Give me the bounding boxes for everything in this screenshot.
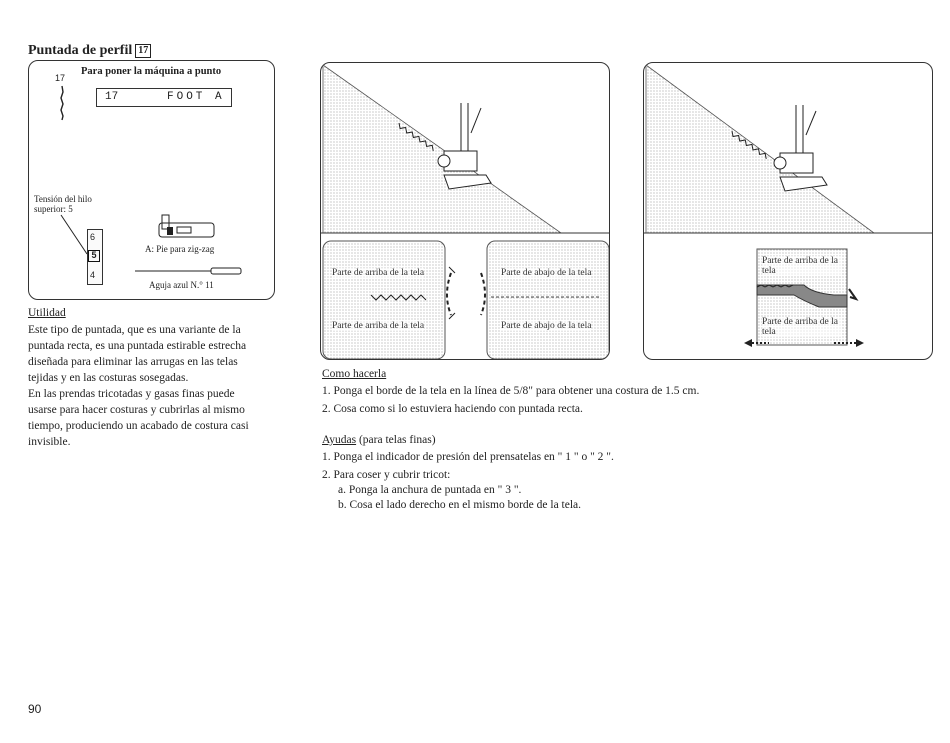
ayudas-heading-suffix: (para telas finas)	[358, 434, 436, 446]
title-text: Puntada de perfil	[28, 43, 133, 58]
text-line: usarse para hacer costuras y cubrirlas al mismo	[28, 404, 245, 416]
display-right: FOOT A	[167, 91, 225, 103]
como-heading: Como hacerla	[322, 368, 387, 380]
presser-foot-icon	[157, 211, 219, 241]
setup-heading: Para poner la máquina a punto	[81, 66, 222, 77]
text-line: puntada recta, es una puntada estirable estrecha	[28, 340, 247, 352]
utilidad-para2	[28, 386, 288, 450]
dial-value-5: 5	[88, 250, 100, 262]
ayudas-subitem-b: b. Cosa el lado derecho en el mismo borde de la tela.	[338, 499, 582, 511]
fabric-overcast-drawing	[644, 63, 933, 360]
stitch-number: 17	[55, 73, 66, 83]
ayudas-heading: Ayudas	[322, 434, 357, 446]
lcd-display	[96, 88, 232, 107]
foot-label: A: Pie para zig-zag	[145, 244, 215, 254]
dial-value-4: 4	[90, 270, 96, 280]
fabric-label-bottom: Parte de arriba de la tela	[762, 317, 842, 337]
fabric-label-bottom-left: Parte de arriba de la tela	[332, 321, 425, 331]
display-left: 17	[105, 91, 119, 103]
text-line: tejidas y en las costuras sosegadas.	[28, 372, 189, 384]
text-line: invisible.	[28, 436, 71, 448]
stitch-pattern-icon	[57, 85, 67, 121]
page-number: 90	[28, 702, 42, 716]
ayudas-subitem-a: a. Ponga la anchura de puntada en " 3 ".	[338, 484, 522, 496]
needle-label: Aguja azul N.° 11	[149, 280, 214, 290]
sewing-illustration-1	[320, 62, 610, 360]
text-line: diseñada para eliminar las arrugas en las telas	[28, 356, 238, 368]
como-step-2: 2. Cosa como si lo estuviera haciendo con puntada recta.	[322, 403, 583, 415]
fabric-label-top-left: Parte de arriba de la tela	[332, 268, 425, 278]
text-line: Este tipo de puntada, que es una variante de la	[28, 324, 241, 336]
text-line: En las prendas tricotadas y gasas finas puede	[28, 388, 235, 400]
ayudas-heading-row	[322, 432, 436, 448]
fabric-label-top: Parte de arriba de la tela	[762, 256, 842, 276]
machine-setup-box	[28, 60, 275, 300]
tension-pointer-line	[59, 214, 89, 256]
needle-icon	[133, 266, 245, 276]
tension-dial	[87, 229, 103, 285]
fabric-label-top-right: Parte de abajo de la tela	[501, 268, 592, 278]
utilidad-heading: Utilidad	[28, 307, 66, 319]
como-step-1: 1. Ponga el borde de la tela en la línea de 5/8" para obtener una costura de 1.5 cm.	[322, 385, 700, 397]
sewing-illustration-2	[643, 62, 933, 360]
utilidad-para1	[28, 322, 288, 386]
dial-value-6: 6	[90, 232, 96, 242]
page-title	[28, 43, 151, 59]
text-line: tiempo, produciendo un acabado de costura casi	[28, 420, 249, 432]
fabric-sewing-drawing	[321, 63, 610, 360]
stitch-number-box: 17	[135, 44, 151, 58]
fabric-label-bottom-right: Parte de abajo de la tela	[501, 321, 592, 331]
ayudas-item-1: 1. Ponga el indicador de presión del prensatelas en " 1 " o " 2 ".	[322, 451, 614, 463]
tension-label: Tensión del hilo superior: 5	[34, 194, 92, 214]
ayudas-item-2: 2. Para coser y cubrir tricot:	[322, 469, 451, 481]
